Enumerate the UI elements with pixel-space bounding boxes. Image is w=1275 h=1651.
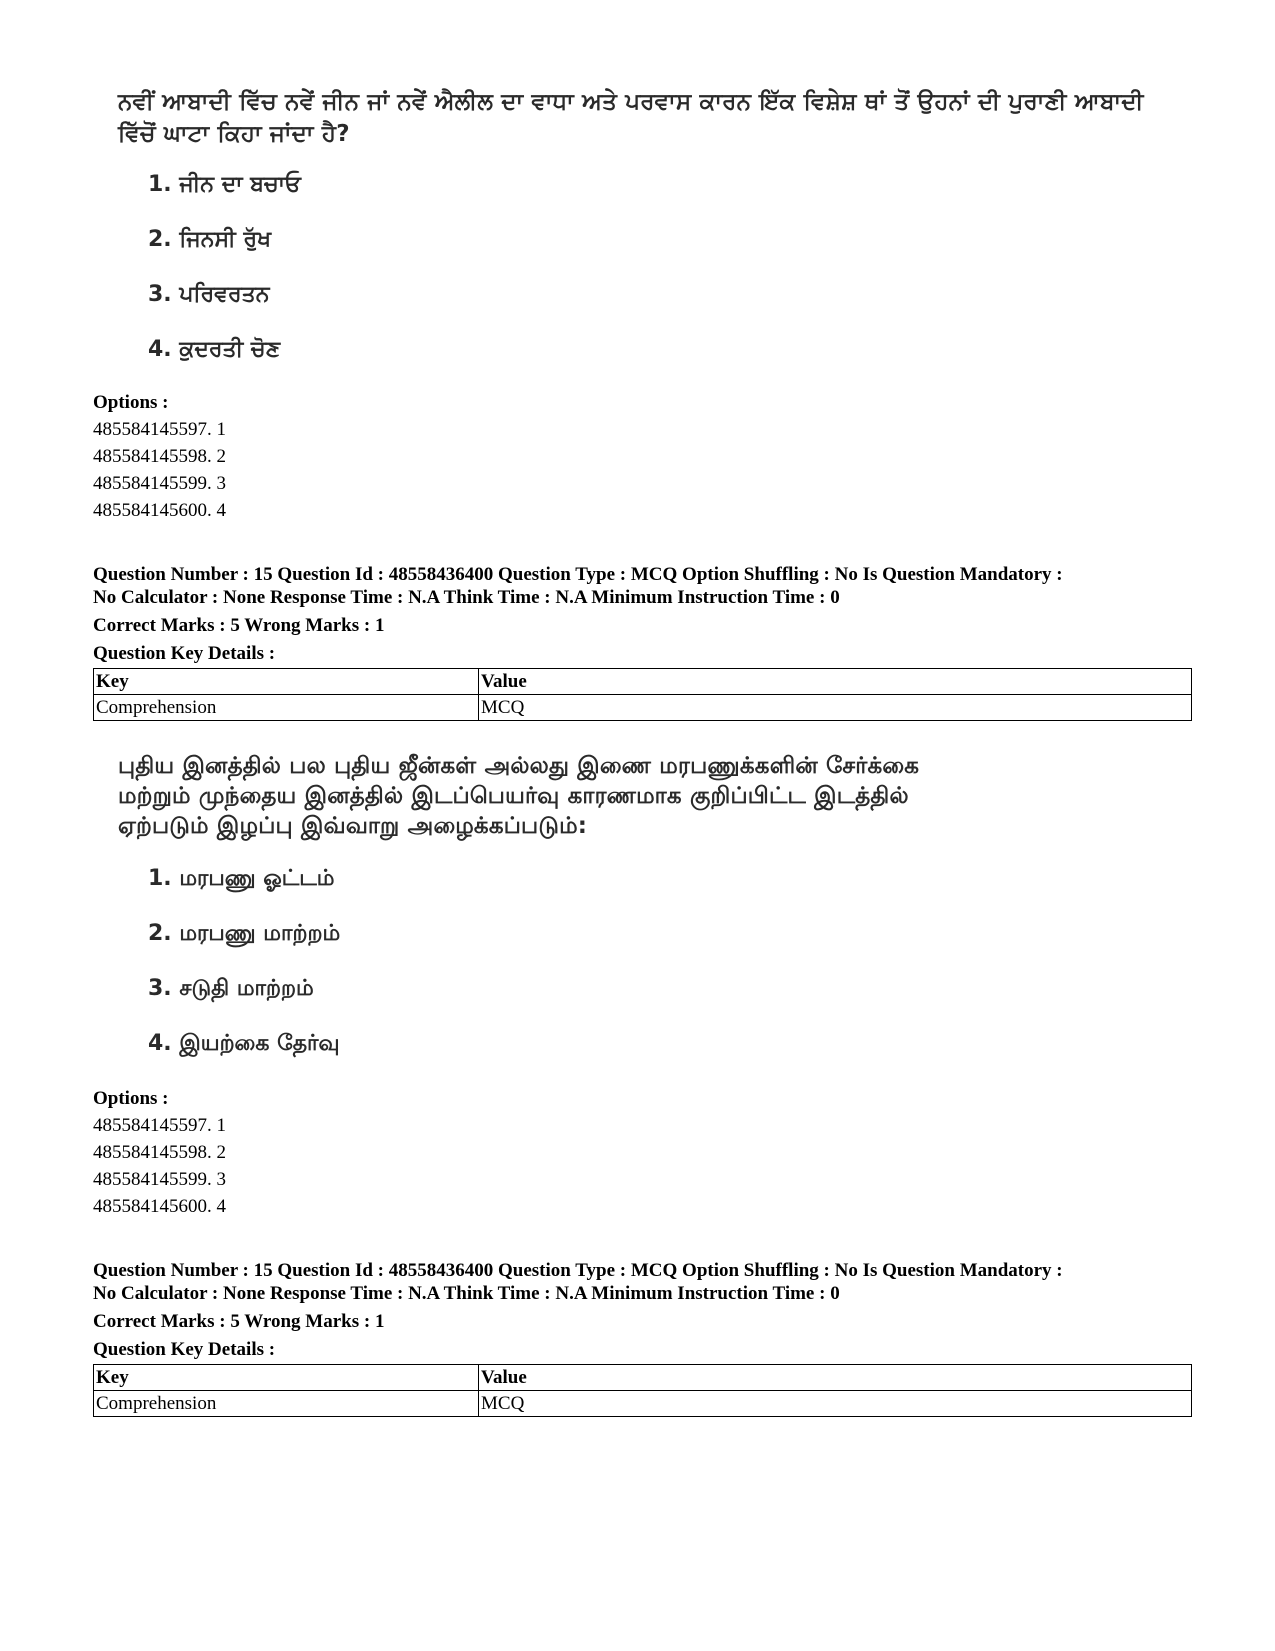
table-header-value: Value (479, 1365, 1192, 1391)
choice-2-punjabi: 2. ਜਿਨਸੀ ਰੁੱਖ (148, 227, 272, 252)
question-text-tamil-line2: மற்றும் முந்தைய இனத்தில் இடப்பெயர்வு காரணமாக குறிப்பிட்ட இடத்தில் (118, 783, 909, 809)
options-label: Options : (93, 392, 169, 413)
question-key-table (93, 1364, 1192, 1417)
key-details-label: Question Key Details : (93, 643, 276, 664)
table-header-key: Key (94, 1365, 479, 1391)
table-row (94, 695, 1192, 721)
options-label: Options : (93, 1088, 169, 1109)
table-cell-key: Comprehension (94, 1391, 479, 1417)
option-id-4: 485584145600. 4 (93, 500, 226, 521)
table-cell-key: Comprehension (94, 695, 479, 721)
table-header-row (94, 669, 1192, 695)
table-header-key: Key (94, 669, 479, 695)
option-id-2: 485584145598. 2 (93, 446, 226, 467)
question-meta-line1: Question Number : 15 Question Id : 48558436400 Question Type : MCQ Option Shuffling : No Is Question Mandatory : (93, 1260, 1063, 1281)
option-id-3: 485584145599. 3 (93, 473, 226, 494)
question-meta-line1: Question Number : 15 Question Id : 48558436400 Question Type : MCQ Option Shuffling : No Is Question Mandatory : (93, 564, 1063, 585)
table-header-value: Value (479, 669, 1192, 695)
option-id-4: 485584145600. 4 (93, 1196, 226, 1217)
table-cell-value: MCQ (479, 1391, 1192, 1417)
marks-line: Correct Marks : 5 Wrong Marks : 1 (93, 615, 385, 636)
option-id-1: 485584145597. 1 (93, 1115, 226, 1136)
choice-3-tamil: 3. சடுதி மாற்றம் (148, 976, 314, 1001)
table-header-row (94, 1365, 1192, 1391)
option-id-3: 485584145599. 3 (93, 1169, 226, 1190)
key-details-label: Question Key Details : (93, 1339, 276, 1360)
choice-1-punjabi: 1. ਜੀਨ ਦਾ ਬਚਾਓ (148, 172, 301, 197)
question-meta-line2: No Calculator : None Response Time : N.A Think Time : N.A Minimum Instruction Time : 0 (93, 587, 840, 608)
question-key-table (93, 668, 1192, 721)
question-text-tamil-line1: புதிய இனத்தில் பல புதிய ஜீன்கள் அல்லது இணை மரபணுக்களின் சேர்க்கை (118, 753, 920, 779)
marks-line: Correct Marks : 5 Wrong Marks : 1 (93, 1311, 385, 1332)
table-cell-value: MCQ (479, 695, 1192, 721)
choice-2-tamil: 2. மரபணு மாற்றம் (148, 921, 341, 946)
option-id-2: 485584145598. 2 (93, 1142, 226, 1163)
choice-1-tamil: 1. மரபணு ஓட்டம் (148, 866, 335, 891)
choice-4-tamil: 4. இயற்கை தேர்வு (148, 1031, 340, 1056)
table-row (94, 1391, 1192, 1417)
question-text-tamil-line3: ஏற்படும் இழப்பு இவ்வாறு அழைக்கப்படும்: (118, 813, 588, 839)
option-id-1: 485584145597. 1 (93, 419, 226, 440)
question-meta-line2: No Calculator : None Response Time : N.A Think Time : N.A Minimum Instruction Time : 0 (93, 1283, 840, 1304)
question-text-punjabi: ਨਵੀਂ ਆਬਾਦੀ ਵਿੱਚ ਨਵੇਂ ਜੀਨ ਜਾਂ ਨਵੇਂ ਐਲੀਲ ਦਾ ਵਾਧਾ ਅਤੇ ਪਰਵਾਸ ਕਾਰਨ ਇੱਕ ਵਿਸ਼ੇਸ਼ ਥਾਂ ਤੋਂ ਉਹਨਾਂ ਦੀ ਪੁਰਾਣੀ ਆਬਾਦੀ ਵਿੱਚੋਂ ਘਾਟਾ ਕਿਹਾ ਜਾਂਦਾ ਹੈ? (118, 89, 1144, 147)
choice-4-punjabi: 4. ਕੁਦਰਤੀ ਚੋਣ (148, 337, 281, 362)
choice-3-punjabi: 3. ਪਰਿਵਰਤਨ (148, 282, 270, 307)
